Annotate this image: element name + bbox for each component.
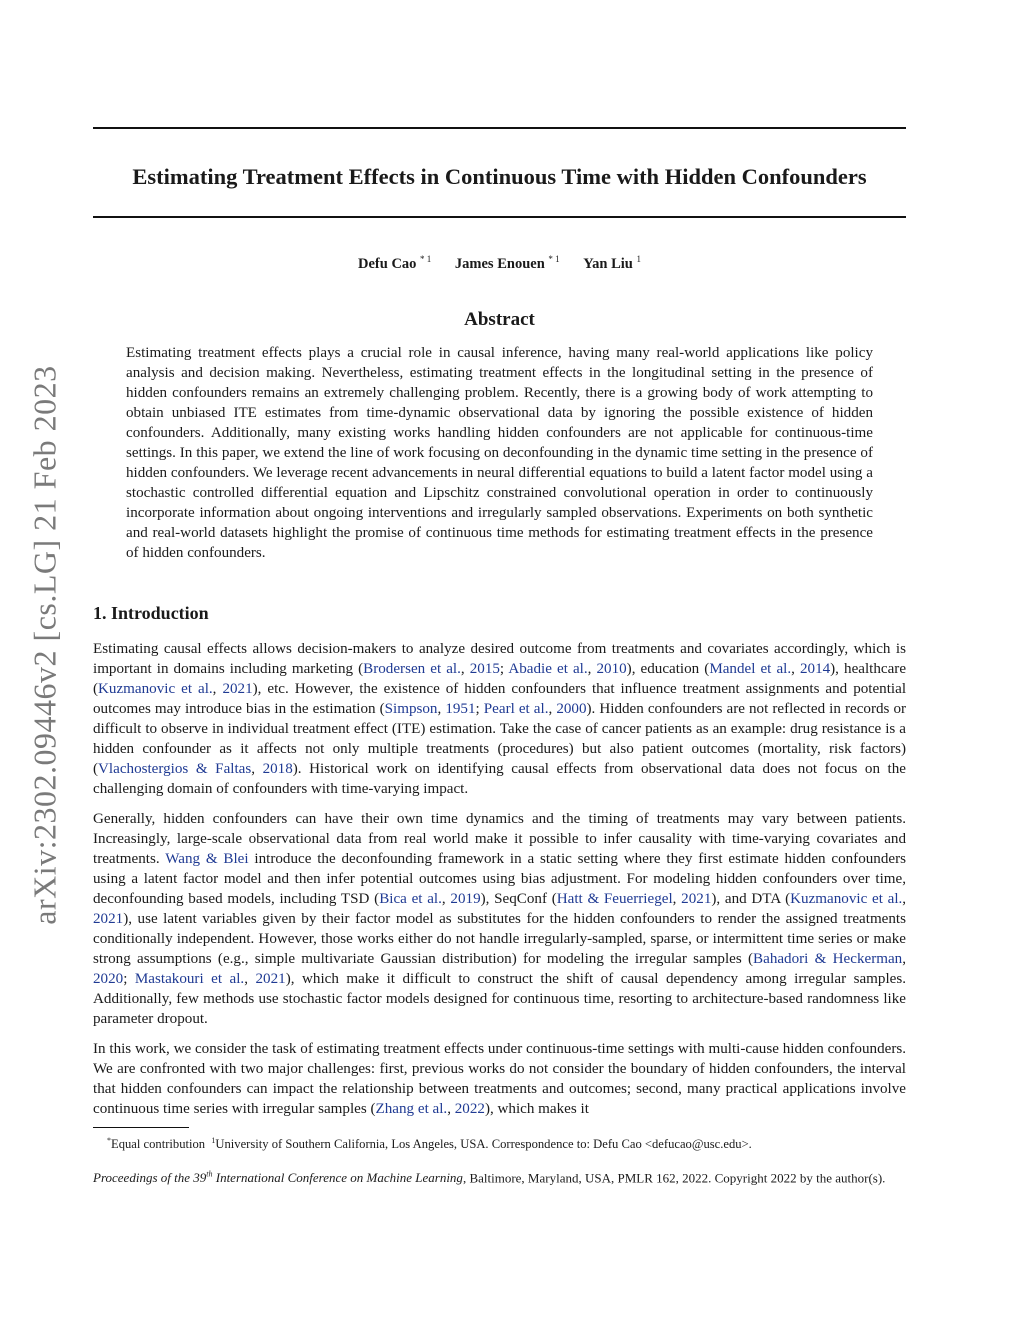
citation-link[interactable]: 2019: [450, 891, 481, 907]
footnote-rule: [93, 1127, 189, 1128]
citation-link[interactable]: Kuzmanovic et al.: [98, 681, 213, 697]
citation-link[interactable]: Hatt & Feuerriegel: [556, 891, 673, 907]
paragraph-text: ), etc. However, the existence of hidden confounders that influence treatment assignments and potential outcomes may introduce bias in the estimation (: [93, 681, 907, 717]
paragraph-text: introduce the deconfounding framework in a static setting where they first estimate hidden confounders using a latent factor model and then infer potential outcomes using bias adjustment. For modeling hidden confounders over time, deconfounding based models, including TSD (: [93, 851, 906, 907]
paragraph-text: ,: [548, 701, 557, 717]
citation-link[interactable]: Mandel et al.: [709, 661, 792, 677]
citation-link[interactable]: Abadie et al.: [508, 661, 588, 677]
citation-link[interactable]: Mastakouri et al.: [134, 971, 245, 987]
paragraph-text: ;: [123, 971, 135, 987]
citation-link[interactable]: Kuzmanovic et al.: [790, 891, 903, 907]
footnote-text: Equal contribution: [111, 1137, 206, 1152]
citation-link[interactable]: 2021: [222, 681, 253, 697]
citation-link[interactable]: 2021: [93, 911, 124, 927]
paragraph-text: ), education (: [626, 661, 710, 677]
paragraph-text: ), SeqConf (: [480, 891, 557, 907]
citation-link[interactable]: Zhang et al.: [375, 1101, 448, 1117]
arxiv-identifier: arXiv:2302.09446v2 [cs.LG] 21 Feb 2023: [26, 365, 63, 925]
author-affiliation-mark: * 1: [548, 254, 560, 264]
author-name: James Enouen: [454, 255, 545, 272]
paragraph-text: ), use latent variables given by their factor model as substitutes for the hidden confounders to render the assigned treatments conditionally independent. However, those works either do not handle irregularly-sampled, sparse, or intermittent time series or make strong assumptions (e.g., simple multivariate Gaussian distribution) for modeling the irregular samples (: [93, 911, 906, 967]
paragraph-text: ), which makes it: [484, 1101, 589, 1117]
citation-link[interactable]: 2021: [681, 891, 712, 907]
citation-link[interactable]: 2000: [556, 701, 587, 717]
citation-link[interactable]: Simpson: [384, 701, 438, 717]
citation-link[interactable]: 2015: [469, 661, 500, 677]
paragraph-text: ,: [251, 761, 263, 777]
abstract-text: Estimating treatment effects plays a crucial role in causal inference, having many real-world applications like policy analysis and decision making. Nevertheless, estimating treatment effects in the longitudinal setting in the presence of hidden confounders remains an extremely challenging problem. Recently, there is a growing body of work attempting to obtain unbiased ITE estimates from time-dynamic observational data by ignoring the possible existence of hidden confounders. Additionally, many existing works handling hidden confounders are not applicable for continuous-time settings. In this paper, we extend the line of work focusing on deconfounding in the dynamic time setting in the presence of hidden confounders. We leverage recent advancements in neural differential equations to build a latent factor model using a stochastic controlled differential equation and Lipschitz constrained convolutional operation in order to continuously incorporate information about ongoing interventions and irregularly sampled observations. Experiments on both synthetic and real-world datasets highlight the promise of continuous time methods for estimating treatment effects in the presence of hidden confounders.: [126, 345, 873, 561]
paragraph-text: ,: [447, 1101, 455, 1117]
citation-link[interactable]: 2020: [93, 971, 124, 987]
proceedings-superscript: th: [206, 1170, 213, 1179]
paragraph-text: ;: [499, 661, 509, 677]
citation-link[interactable]: 2022: [454, 1101, 485, 1117]
intro-paragraph-2: [93, 809, 906, 1029]
author-list: [93, 254, 906, 273]
author-name: Yan Liu: [583, 255, 633, 272]
footnote-text: University of Southern California, Los Angeles, USA. Correspondence to: Defu Cao <defucao@usc.edu>.: [215, 1137, 752, 1152]
citation-link[interactable]: Wang & Blei: [165, 851, 249, 867]
paragraph-text: Generally, hidden confounders can have their own time dynamics and the timing of treatments may vary between patients. Increasingly, large-scale observational data from real world make it possible to infer causality with time-varying covariates and treatments.: [93, 811, 906, 867]
citation-link[interactable]: 2010: [596, 661, 627, 677]
citation-link[interactable]: 1951: [445, 701, 476, 717]
paragraph-text: ,: [672, 891, 682, 907]
author-affiliation-mark: * 1: [420, 254, 432, 264]
citation-link[interactable]: Bica et al.: [379, 891, 442, 907]
paragraph-text: ,: [244, 971, 256, 987]
author: [455, 256, 560, 272]
paragraph-text: ,: [441, 891, 451, 907]
citation-link[interactable]: 2021: [255, 971, 286, 987]
paragraph-text: ,: [587, 661, 597, 677]
paragraph-text: ,: [460, 661, 470, 677]
paragraph-text: ). Historical work on identifying causal effects from observational data does not focus on the challenging domain of confounders with time-varying impact.: [93, 761, 906, 797]
footnote: [107, 1132, 752, 1153]
citation-link[interactable]: Brodersen et al.: [363, 661, 461, 677]
paper-title: Estimating Treatment Effects in Continuous Time with Hidden Confounders: [132, 164, 867, 189]
citation-link[interactable]: Vlachostergios & Faltas: [98, 761, 252, 777]
footnote-mark: *: [107, 1136, 111, 1145]
paragraph-text: ,: [902, 951, 906, 967]
author: [358, 256, 431, 272]
intro-paragraph-1: [93, 639, 906, 799]
paragraph-text: ), healthcare (: [93, 661, 907, 697]
section-heading-introduction: 1. Introduction: [93, 603, 209, 623]
author: [583, 256, 641, 272]
author-affiliation-mark: 1: [636, 254, 641, 264]
footnote-mark: 1: [211, 1136, 216, 1145]
abstract-heading: Abstract: [464, 309, 535, 330]
paragraph-text: ,: [437, 701, 446, 717]
citation-link[interactable]: 2018: [262, 761, 293, 777]
author-name: Defu Cao: [358, 255, 417, 272]
paragraph-text: ,: [791, 661, 800, 677]
intro-paragraph-3: [93, 1039, 906, 1119]
paragraph-text: ), and DTA (: [711, 891, 791, 907]
paragraph-text: ). Hidden confounders are not reflected in records or difficult to observe in individual treatment effect (ITE) estimation. Take the case of cancer patients as an example: drug resistance is a hidden confounder as it affects not only multiple treatments (procedures) but also patient outcomes (mortality, risk factors) (: [93, 701, 907, 777]
paragraph-text: ,: [902, 891, 907, 907]
proceedings-details: , Baltimore, Maryland, USA, PMLR 162, 2022. Copyright 2022 by the author(s).: [462, 1170, 886, 1186]
paragraph-text: ,: [212, 681, 223, 697]
citation-link[interactable]: Bahadori & Heckerman: [753, 951, 903, 967]
proceedings-note: [93, 1166, 906, 1186]
proceedings-conference: International Conference on Machine Learning: [212, 1170, 463, 1186]
paragraph-text: ), which make it difficult to construct the shift of causal dependency among irregular samples. Additionally, few methods use stochastic factor models designed for continuous time, resorting to architecture-based randomness like parameter dropout.: [93, 971, 906, 1027]
proceedings-prefix: Proceedings of the 39: [93, 1170, 207, 1186]
paragraph-text: ;: [475, 701, 484, 717]
title-rule-bottom: [93, 216, 906, 218]
paragraph-text: In this work, we consider the task of estimating treatment effects under continuous-time settings with multi-cause hidden confounders. We are confronted with two major challenges: first, previous works do not consider the boundary of hidden confounders, the interval that hidden confounders can impact the relationship between treatments and outcomes; second, many practical applications involve continuous time series with irregular samples (: [93, 1041, 906, 1117]
citation-link[interactable]: Pearl et al.: [483, 701, 549, 717]
title-rule-top: [93, 127, 906, 129]
citation-link[interactable]: 2014: [799, 661, 831, 677]
paragraph-text: Estimating causal effects allows decision-makers to analyze desired outcome from treatments and covariates accordingly, which is important in domains including marketing (: [93, 641, 906, 677]
